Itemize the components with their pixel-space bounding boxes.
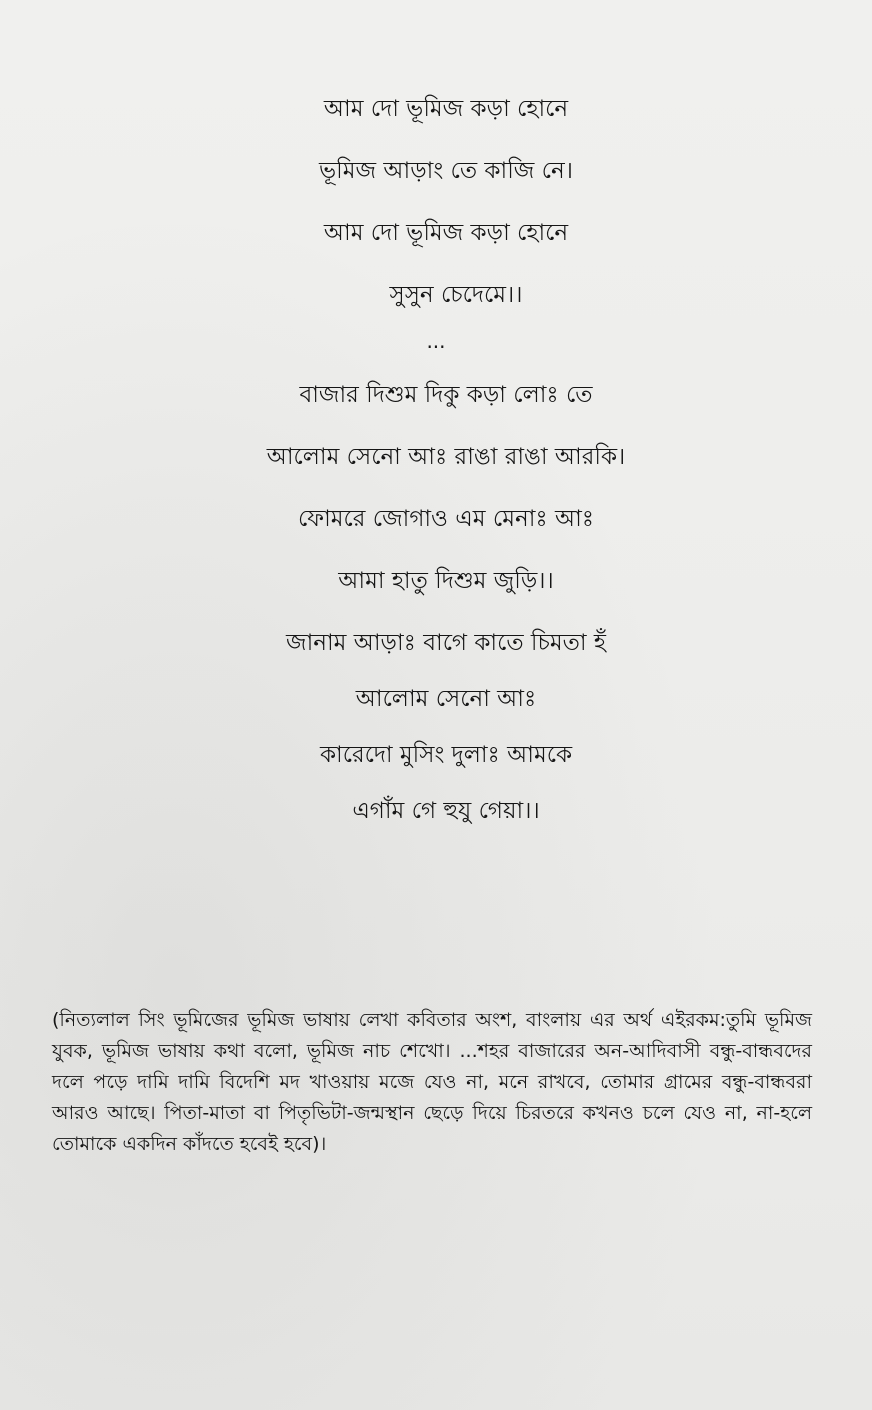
poem-line: সুসুন চেদেমে।। [389, 282, 523, 308]
poem-line: কারেদো মুসিং দুলাঃ আমকে [319, 742, 573, 768]
poem-line: এগাঁম গে হুযু গেয়া।। [352, 798, 540, 824]
poem-line: আম দো ভূমিজ কড়া হোনে [323, 220, 569, 246]
poem-block [0, 78, 872, 836]
poem-line: ভূমিজ আড়াং তে কাজি নে। [319, 158, 573, 184]
poem-line: জানাম আড়াঃ বাগে কাতে চিমতা হঁ [286, 630, 606, 656]
poem-line: ফোমরে জোগাও এম মেনাঃ আঃ [297, 506, 595, 532]
poem-line: আলোম সেনো আঃ রাঙা রাঙা আরকি। [266, 444, 626, 470]
poem-line: আলোম সেনো আঃ [355, 686, 537, 712]
poem-line: আমা হাতু দিশুম জুড়ি।। [338, 568, 554, 594]
poem-line: বাজার দিশুম দিকু কড়া লোঃ তে [299, 382, 593, 408]
poem-ellipsis: ... [426, 329, 446, 353]
poem-line: আম দো ভূমিজ কড়া হোনে [323, 96, 569, 122]
translation-note: (নিত্যলাল সিং ভূমিজের ভূমিজ ভাষায় লেখা কবিতার অংশ, বাংলায় এর অর্থ এইরকম:তুমি ভূমিজ যুবক, ভূমিজ ভাষায় কথা বলো, ভূমিজ নাচ শেখো। ...শহর বাজারের অন-আদিবাসী বন্ধু-বান্ধবদের দলে পড়ে দামি দামি বিদেশি মদ খাওয়ায় মজে যেও না, মনে রাখবে, তোমার গ্রামের বন্ধু-বান্ধবরা আরও আছে। পিতা-মাতা বা পিতৃভিটা-জন্মস্থান ছেড়ে দিয়ে চিরতরে কখনও চলে যেও না, না-হলে তোমাকে একদিন কাঁদতে হবেই হবে)। [52, 1009, 812, 1155]
